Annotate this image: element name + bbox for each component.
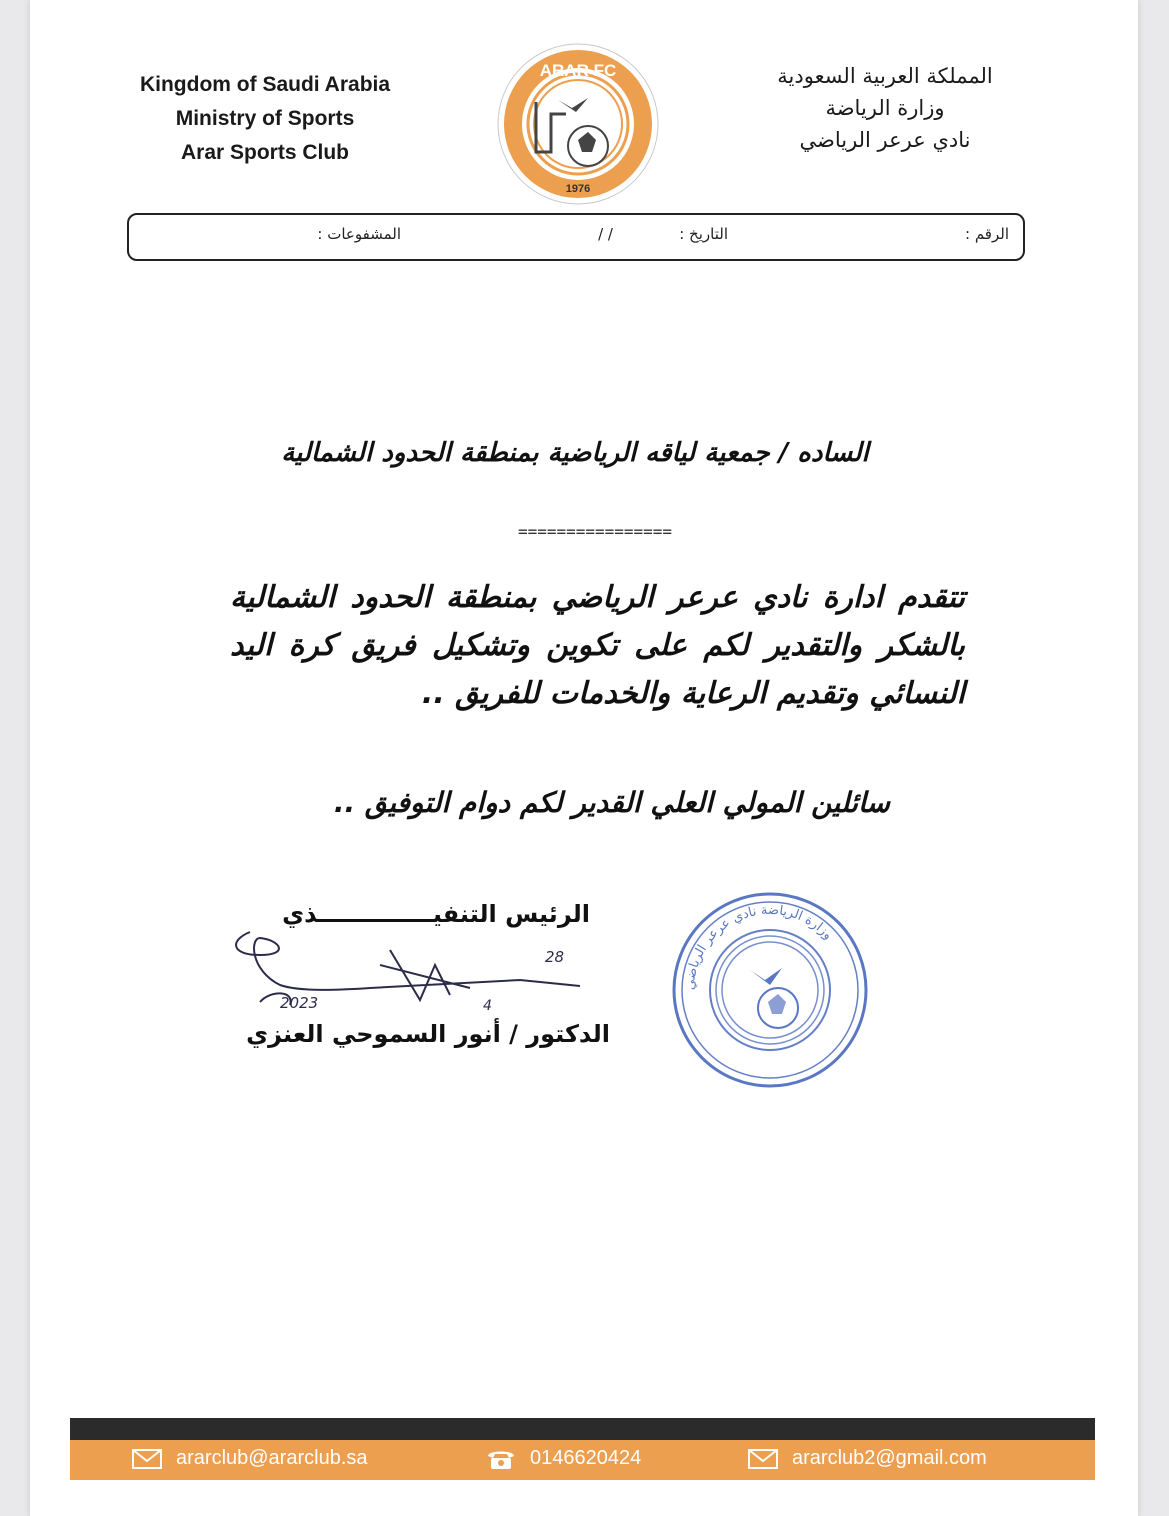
letter-page: [30, 0, 1138, 1516]
stamp-text: وزارة الرياضة نادي عرعر الرياضي: [682, 902, 836, 991]
reference-box: [127, 213, 1025, 261]
footer-email-1-text: ararclub@ararclub.sa: [176, 1447, 368, 1469]
letter-body: تتقدم ادارة نادي عرعر الرياضي بمنطقة الحدود الشمالية بالشكر والتقدير لكم على تكوين وتشكيل فريق كرة اليد النسائي وتقديم الرعاية والخدمات للفريق ..: [230, 580, 965, 711]
header-ar-line-3: نادي عرعر الرياضي: [799, 128, 971, 152]
header-en-line-1: Kingdom of Saudi Arabia: [139, 73, 391, 96]
ref-date-label: التاريخ :: [679, 225, 728, 243]
ref-attachments-label: المشفوعات :: [317, 225, 401, 243]
footer-email-2[interactable]: [748, 1447, 987, 1470]
handwritten-year: 2023: [280, 994, 319, 1012]
footer-contact-bar: [70, 1440, 1095, 1480]
handwritten-month: 4: [483, 998, 492, 1014]
footer-phone[interactable]: [486, 1447, 641, 1470]
envelope-icon: [132, 1449, 162, 1469]
handwritten-signature: [220, 910, 610, 1020]
footer-phone-text: 0146620424: [530, 1447, 642, 1469]
club-logo: [496, 42, 660, 206]
letter-closing: سائلين المولي العلي القدير لكم دوام التوفيق ..: [333, 786, 890, 819]
official-stamp: [670, 890, 870, 1090]
logo-year: 1976: [565, 183, 591, 195]
separator-line: ================: [517, 522, 673, 541]
ref-date-slashes: / /: [598, 225, 613, 243]
header-en-line-3: Arar Sports Club: [180, 141, 350, 164]
handwritten-day: 28: [545, 948, 565, 966]
header-arabic: [735, 60, 1035, 156]
signatory-name: الدكتور / أنور السموحي العنزي: [246, 1020, 610, 1048]
logo-text: ARAR FC: [539, 61, 617, 80]
footer-dark-bar: [70, 1418, 1095, 1440]
telephone-icon: [486, 1448, 516, 1470]
header-en-line-2: Ministry of Sports: [175, 107, 355, 130]
recipient-line: الساده / جمعية لياقه الرياضية بمنطقة الحدود الشمالية: [281, 438, 869, 468]
footer-email-1[interactable]: [132, 1447, 368, 1470]
envelope-icon: [748, 1449, 778, 1469]
ref-number-label: الرقم :: [965, 225, 1009, 243]
header-english: [125, 68, 405, 170]
header-ar-line-1: المملكة العربية السعودية: [777, 64, 993, 88]
footer-email-2-text: ararclub2@gmail.com: [792, 1447, 987, 1469]
signatory-title: الرئيس التنفيــــــــــــــذي: [282, 900, 590, 928]
header-ar-line-2: وزارة الرياضة: [825, 96, 945, 120]
